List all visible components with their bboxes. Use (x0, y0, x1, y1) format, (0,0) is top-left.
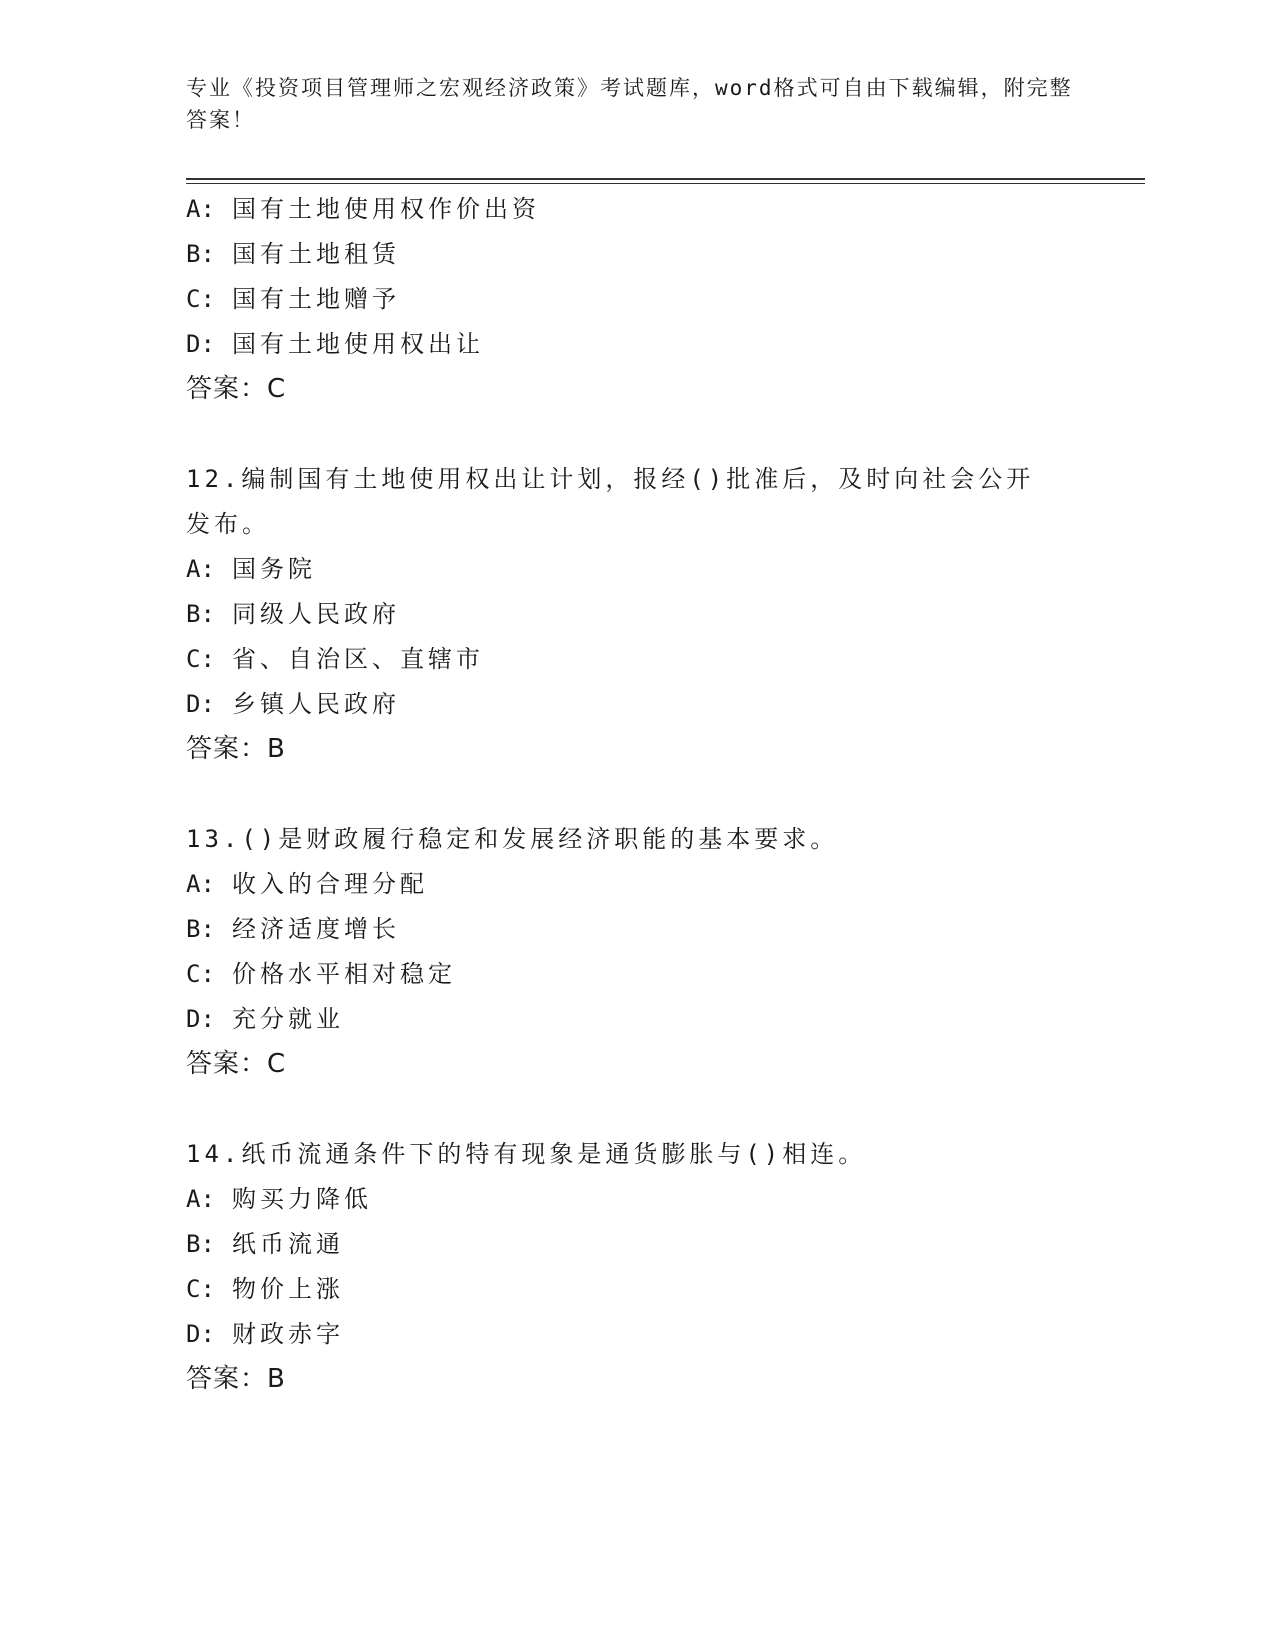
option-d: D: 充分就业 (186, 1005, 344, 1033)
question-block-11 (186, 187, 1086, 412)
option-c: C: 物价上涨 (186, 1275, 344, 1303)
question-stem: 14.纸币流通条件下的特有现象是通货膨胀与()相连。 (186, 1140, 867, 1168)
question-stem: 13.()是财政履行稳定和发展经济职能的基本要求。 (186, 825, 839, 853)
option-d: D: 财政赤字 (186, 1320, 344, 1348)
option-c: C: 省、自治区、直辖市 (186, 645, 484, 673)
option-c: C: 价格水平相对稳定 (186, 960, 456, 988)
answer-line: 答案：C (186, 1049, 287, 1079)
option-d: D: 国有土地使用权出让 (186, 330, 484, 358)
spacer (186, 772, 1086, 817)
answer-line: 答案：B (186, 734, 286, 764)
spacer (186, 412, 1086, 457)
option-a: A: 国务院 (186, 555, 316, 583)
option-a: A: 国有土地使用权作价出资 (186, 195, 540, 223)
option-b: B: 纸币流通 (186, 1230, 344, 1258)
option-b: B: 同级人民政府 (186, 600, 400, 628)
option-b: B: 国有土地租赁 (186, 240, 400, 268)
answer-line: 答案：C (186, 374, 287, 404)
answer-line: 答案：B (186, 1364, 286, 1394)
header-intro-text: 专业《投资项目管理师之宏观经济政策》考试题库，word格式可自由下载编辑，附完整答案！ (186, 76, 1073, 132)
header-divider (186, 178, 1145, 184)
option-b: B: 经济适度增长 (186, 915, 400, 943)
spacer (186, 1087, 1086, 1132)
option-c: C: 国有土地赠予 (186, 285, 400, 313)
question-block-13 (186, 817, 1086, 1087)
question-block-14 (186, 1132, 1086, 1402)
option-a: A: 购买力降低 (186, 1185, 372, 1213)
question-stem: 12.编制国有土地使用权出让计划，报经()批准后，及时向社会公开发布。 (186, 465, 1035, 538)
question-list (186, 187, 1086, 1402)
option-a: A: 收入的合理分配 (186, 870, 428, 898)
question-block-12 (186, 457, 1086, 772)
document-header (186, 72, 1086, 136)
option-d: D: 乡镇人民政府 (186, 690, 400, 718)
